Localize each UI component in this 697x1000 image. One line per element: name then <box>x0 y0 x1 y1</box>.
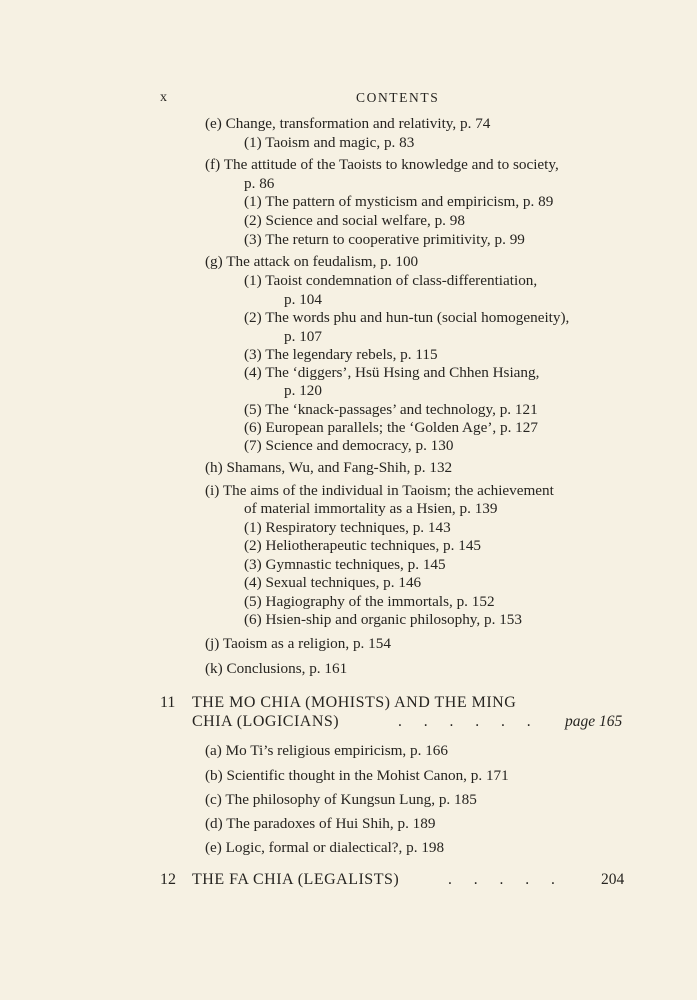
toc-entry-i: (i) The aims of the individual in Taoism; the achievement <box>205 482 554 499</box>
toc-entry-f1: (1) The pattern of mysticism and empiricism, p. 89 <box>244 193 554 210</box>
toc-entry-f-page: p. 86 <box>244 175 275 192</box>
running-head: CONTENTS <box>356 90 440 105</box>
chapter-11-entry-c: (c) The philosophy of Kungsun Lung, p. 185 <box>205 791 477 808</box>
toc-entry-i5: (5) Hagiography of the immortals, p. 152 <box>244 593 495 610</box>
chapter-11-number: 11 <box>160 694 176 711</box>
chapter-11-leader-dots: . . . . . . <box>398 713 540 730</box>
toc-entry-h: (h) Shamans, Wu, and Fang-Shih, p. 132 <box>205 459 453 476</box>
toc-entry-g3: (3) The legendary rebels, p. 115 <box>244 346 438 363</box>
chapter-12-number: 12 <box>160 871 176 888</box>
chapter-11-page: page 165 <box>565 713 623 730</box>
chapter-11-entry-d: (d) The paradoxes of Hui Shih, p. 189 <box>205 815 436 832</box>
toc-entry-i6: (6) Hsien-ship and organic philosophy, p. 153 <box>244 611 522 628</box>
chapter-12-leader-dots: . . . . . <box>448 871 564 888</box>
chapter-12-page: 204 <box>601 871 625 888</box>
toc-entry-f3: (3) The return to cooperative primitivity, p. 99 <box>244 231 525 248</box>
toc-entry-j: (j) Taoism as a religion, p. 154 <box>205 635 391 652</box>
toc-entry-k: (k) Conclusions, p. 161 <box>205 660 348 677</box>
chapter-11-entry-b: (b) Scientific thought in the Mohist Canon, p. 171 <box>205 767 509 784</box>
toc-entry-i2: (2) Heliotherapeutic techniques, p. 145 <box>244 537 482 554</box>
toc-entry-f: (f) The attitude of the Taoists to knowledge and to society, <box>205 156 559 173</box>
toc-entry-g1-page: p. 104 <box>284 291 322 308</box>
toc-entry-e1: (1) Taoism and magic, p. 83 <box>244 134 415 151</box>
toc-entry-g5: (5) The ‘knack-passages’ and technology, p. 121 <box>244 401 538 418</box>
toc-entry-g2-page: p. 107 <box>284 328 322 345</box>
page-number: x <box>160 90 167 105</box>
toc-entry-i4: (4) Sexual techniques, p. 146 <box>244 574 422 591</box>
toc-entry-g4: (4) The ‘diggers’, Hsü Hsing and Chhen Hsiang, <box>244 364 540 381</box>
toc-entry-g4-page: p. 120 <box>284 382 322 399</box>
toc-entry-i-cont: of material immortality as a Hsien, p. 139 <box>244 500 498 517</box>
toc-entry-e: (e) Change, transformation and relativity, p. 74 <box>205 115 491 132</box>
toc-entry-g: (g) The attack on feudalism, p. 100 <box>205 253 419 270</box>
toc-entry-f2: (2) Science and social welfare, p. 98 <box>244 212 465 229</box>
toc-entry-g1: (1) Taoist condemnation of class-differentiation, <box>244 272 538 289</box>
chapter-11-title: THE MO CHIA (MOHISTS) AND THE MING <box>192 694 517 711</box>
chapter-11-title-cont: CHIA (LOGICIANS) <box>192 713 340 730</box>
toc-entry-g7: (7) Science and democracy, p. 130 <box>244 437 454 454</box>
toc-entry-g6: (6) European parallels; the ‘Golden Age’, p. 127 <box>244 419 538 436</box>
toc-entry-i3: (3) Gymnastic techniques, p. 145 <box>244 556 446 573</box>
chapter-11-entry-a: (a) Mo Ti’s religious empiricism, p. 166 <box>205 742 448 759</box>
chapter-11-entry-e: (e) Logic, formal or dialectical?, p. 198 <box>205 839 445 856</box>
toc-entry-i1: (1) Respiratory techniques, p. 143 <box>244 519 451 536</box>
chapter-12-title: THE FA CHIA (LEGALISTS) <box>192 871 400 888</box>
toc-entry-g2: (2) The words phu and hun-tun (social homogeneity), <box>244 309 570 326</box>
